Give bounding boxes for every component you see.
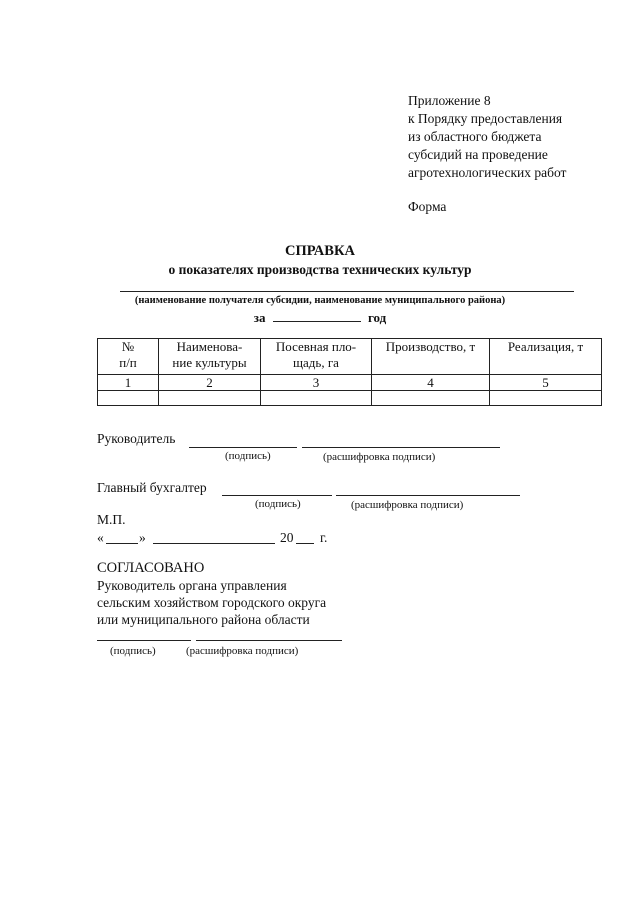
table-cell[interactable] — [159, 391, 261, 406]
document-subtitle: о показателях производства технических культур — [168, 262, 472, 277]
stamp-label: М.П. — [97, 512, 126, 527]
production-table — [97, 338, 602, 406]
column-number: 1 — [98, 375, 159, 391]
table-cell[interactable] — [372, 391, 490, 406]
column-number: 4 — [372, 375, 490, 391]
period-suffix: год — [367, 310, 387, 325]
column-number: 3 — [261, 375, 372, 391]
table-cell[interactable] — [490, 391, 602, 406]
signature-caption: (подпись) — [110, 645, 156, 657]
table-row — [98, 391, 602, 406]
accountant-decoding-line[interactable] — [336, 495, 520, 496]
table-header-row — [98, 339, 602, 375]
approval-line: сельским хозяйством городского округа — [97, 595, 327, 610]
appendix-line: субсидий на проведение — [408, 147, 548, 162]
date-open-quote: « — [97, 530, 104, 545]
period-blank[interactable] — [273, 311, 361, 322]
date-row — [97, 529, 357, 547]
column-header-area: Посевная пло- щадь, га — [261, 339, 372, 375]
date-year-suffix: г. — [320, 530, 328, 545]
table-cell[interactable] — [261, 391, 372, 406]
head-signature-line[interactable] — [189, 447, 297, 448]
period-prefix: за — [253, 310, 266, 325]
approval-heading: СОГЛАСОВАНО — [97, 560, 205, 576]
decoding-caption: (расшифровка подписи) — [351, 499, 464, 511]
date-close-quote: » — [139, 530, 146, 545]
approval-decoding-line[interactable] — [196, 640, 342, 641]
decoding-caption: (расшифровка подписи) — [186, 645, 299, 657]
accountant-signature-line[interactable] — [222, 495, 332, 496]
appendix-line: к Порядку предоставления — [408, 111, 563, 126]
appendix-block — [408, 92, 566, 216]
document-title: СПРАВКА — [285, 243, 355, 259]
approval-text — [97, 577, 326, 628]
signature-caption: (подпись) — [255, 498, 301, 510]
table-number-row — [98, 375, 602, 391]
signature-caption: (подпись) — [225, 450, 271, 462]
appendix-line: из областного бюджета — [408, 129, 542, 144]
approval-line: или муниципального района области — [97, 612, 310, 627]
period-row — [0, 310, 640, 326]
column-header-crop: Наименова- ние культуры — [159, 339, 261, 375]
date-day-line[interactable] — [106, 543, 138, 544]
appendix-line: Приложение 8 — [408, 93, 491, 108]
table-cell[interactable] — [98, 391, 159, 406]
chief-accountant-label: Главный бухгалтер — [97, 480, 207, 495]
date-year-line[interactable] — [296, 543, 314, 544]
recipient-caption: (наименование получателя субсидии, наименование муниципального района) — [134, 295, 506, 306]
recipient-line[interactable] — [120, 291, 574, 292]
head-label: Руководитель — [97, 431, 176, 446]
column-number: 5 — [490, 375, 602, 391]
decoding-caption: (расшифровка подписи) — [323, 451, 436, 463]
column-header-number: № п/п — [98, 339, 159, 375]
column-header-production: Производство, т — [372, 339, 490, 375]
column-header-sales: Реализация, т — [490, 339, 602, 375]
date-century: 20 — [280, 530, 294, 545]
appendix-line: агротехнологических работ — [408, 165, 567, 180]
form-label: Форма — [408, 199, 447, 214]
approval-signature-line[interactable] — [97, 640, 191, 641]
column-number: 2 — [159, 375, 261, 391]
approval-line: Руководитель органа управления — [97, 578, 287, 593]
head-decoding-line[interactable] — [302, 447, 500, 448]
date-month-line[interactable] — [153, 543, 275, 544]
